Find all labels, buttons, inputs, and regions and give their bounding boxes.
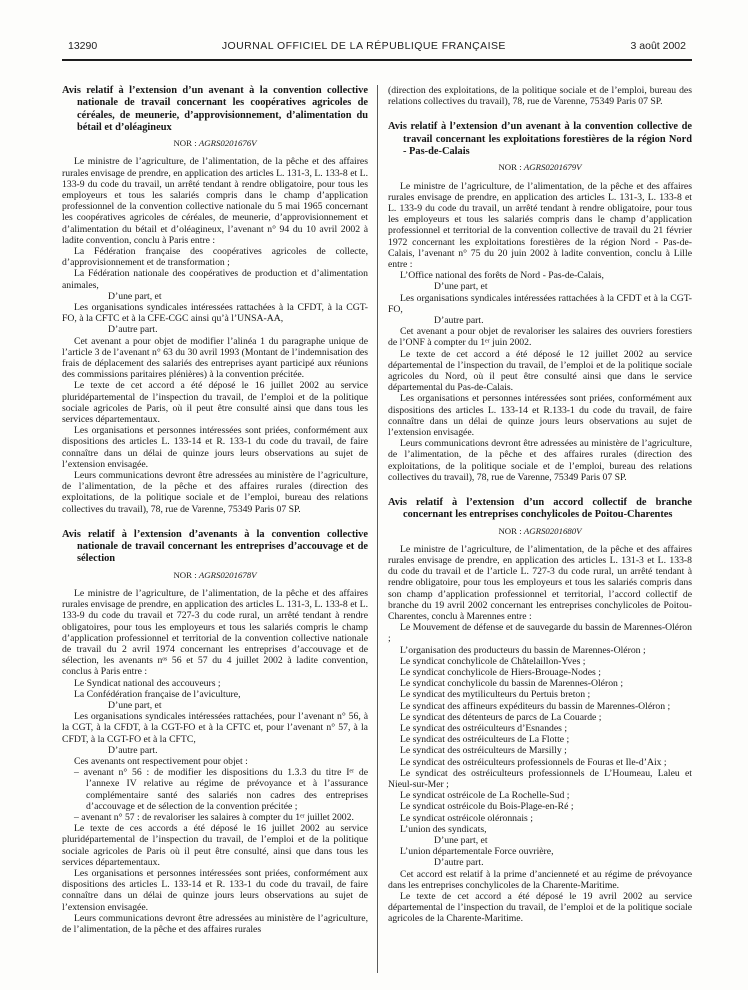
paragraph: Les organisations syndicales intéressées rattachées, pour l’avenant n° 56, à la CGT, à la CFDT, à la CGT-FO et à la CFTC et, pour l’avenant n° 57, à la CFDT, à la CGT-FO et à la CFTC, — [62, 711, 368, 745]
paragraph: Le syndicat ostréicole de La Rochelle-Sud ; — [400, 790, 570, 802]
paragraph: Le syndicat des ostréiculteurs professionnels de Fouras et Ile-d’Aix ; — [400, 756, 667, 768]
paragraph: Le syndicat conchylicole du bassin de Marennes-Oléron ; — [400, 678, 624, 690]
paragraph: Le ministre de l’agriculture, de l’alimentation, de la pêche et des affaires rurales envisage de prendre, en application des articles L. 131-3, L. 133-8 et L. 133-9 du code du travail, un arrêté tendant à rendre obligatoire, pour tous les employeurs et tous les salariés compris dans le champ d’application professionnel de la convention collective nationale du 5 mai 1965 concernant les coopératives agricoles de céréales, de meunerie, d’approvisionnement et d’alimentation du bétail et d’oléagineux, l’avenant n° 94 du 10 avril 2002 à ladite convention, conclu à Paris entre : — [62, 156, 368, 246]
party-designation: D’autre part. — [108, 324, 158, 336]
paragraph: Cet accord est relatif à la prime d’ancienneté et au régime de prévoyance dans les entreprises conchylicoles de la Charente-Maritime. — [388, 868, 692, 891]
page-content — [62, 85, 692, 973]
party-designation: D’autre part. — [434, 857, 484, 869]
paragraph: Le syndicat conchylicole de Hiers-Brouage-Nodes ; — [400, 667, 601, 679]
page-number: 13290 — [68, 40, 98, 52]
party-designation: D’autre part. — [434, 314, 484, 326]
paragraph: Le texte de cet accord a été déposé le 12 juillet 2002 au service départemental de l’inspection du travail, de l’emploi et de la politique sociale agricoles du Nord, où il peut être consulté ainsi que dans le service départemental du Pas-de-Calais. — [388, 348, 692, 394]
nor-label: NOR : — [173, 138, 199, 149]
paragraph: Le syndicat des ostréiculteurs d’Esnandes ; — [400, 723, 568, 735]
paragraph: Le ministre de l’agriculture, de l’alimentation, de la pêche et des affaires rurales envisage de prendre, en application des articles L. 131-3 et L. 133-8 du code du travail et de l’article L. 727-3 du code rural, un arrêté tendant à rendre obligatoire, pour tous les employeurs et tous les salariés compris dans son champ d’application professionnel et territorial, l’accord collectif de branche du 19 avril 2002 concernant les entreprises conchylicoles de Poitou-Charentes, conclu à Marennes entre : — [388, 543, 692, 622]
notice-heading: Avis relatif à l’extension d’un avenant à la convention collective nationale de travail concernant les coopératives agricoles de céréales, de meunerie, d’approvisionnement, d’alimentation du bétail et d’oléagineux — [62, 85, 368, 133]
paragraph: Les organisations syndicales intéressées rattachées à la CFDT, à la CGT-FO, à la CFTC et à la CFE-CGC ainsi qu’à l’UNSA-AA, — [62, 302, 368, 325]
nor-line — [62, 570, 368, 581]
paragraph: La Fédération française des coopératives agricoles de collecte, d’approvisionnement et de transformation ; — [62, 246, 368, 269]
notice-heading: Avis relatif à l’extension d’un accord collectif de branche concernant les entreprises conchylicoles de Poitou-Charentes — [388, 496, 692, 521]
notice-heading: Avis relatif à l’extension d’un avenant à la convention collective de travail concernant les exploitations forestières de la région Nord - Pas-de-Calais — [388, 121, 692, 157]
list-item: – avenant n° 56 : de modifier les dispositions du 1.3.3 du titre Iᵉʳ de l’annexe IV relative au régime de prévoyance et à l’assurance complémentaire santé des salariés non cadres des entreprises d’accouvage et de sélection de la convention précitée ; — [74, 767, 368, 812]
paragraph: Le syndicat des ostréiculteurs de Marsilly ; — [400, 745, 567, 757]
paragraph: Le texte de cet accord a été déposé le 19 avril 2002 au service départemental de l’inspection du travail, de l’emploi et de la politique sociale agricoles de la Charente-Maritime. — [388, 891, 692, 925]
paragraph: Le ministre de l’agriculture, de l’alimentation, de la pêche et des affaires rurales envisage de prendre, en application des articles L. 131-3, L. 133-8 et L. 133-9 du code du travail et 727-3 du code rural, un arrêté tendant à rendre obligatoires, pour tous les employeurs et tous les salariés compris le champ d’application professionnel et territorial de la convention collective nationale de travail du 2 avril 1974 concernant les entreprises d’accouvage et de sélection, les avenants nᵒˢ 56 et 57 du 4 juillet 2002 à ladite convention, conclus à Paris entre : — [62, 587, 368, 678]
paragraph: La Confédération française de l’aviculture, — [74, 688, 241, 700]
notice-heading: Avis relatif à l’extension d’avenants à la convention collective nationale de travail concernant les entreprises d’accouvage et de sélection — [62, 528, 368, 565]
paragraph: L’organisation des producteurs du bassin de Marennes-Oléron ; — [400, 644, 646, 656]
paragraph: Le syndicat des détenteurs de parcs de La Couarde ; — [400, 711, 602, 723]
paragraph: La Fédération nationale des coopératives de production et d’alimentation animales, — [62, 268, 368, 291]
paragraph: Les organisations syndicales intéressées rattachées à la CFDT et à la CGT-FO, — [388, 292, 692, 315]
nor-code: AGRS0201678V — [198, 569, 257, 580]
page-header — [62, 40, 692, 52]
paragraph: Les organisations et personnes intéressées sont priées, conformément aux dispositions des articles L. 133-14 et R. 133-1 du code du travail, de faire connaître dans un délai de quinze jours leurs observations au sujet de l’extension envisagée. — [62, 868, 368, 913]
paragraph: Le syndicat des ostréiculteurs professionnels de L’Houmeau, Laleu et Nieul-sur-Mer ; — [388, 767, 692, 791]
paragraph: Les organisations et personnes intéressées sont priées, conformément aux dispositions des articles L. 133-14 et R. 133-1 du code du travail, de faire connaître dans un délai de quinze jours leurs observations au sujet de l’extension envisagée. — [62, 425, 368, 470]
nor-code: AGRS0201676V — [198, 138, 257, 149]
paragraph: Le syndicat des mytiliculteurs du Pertuis breton ; — [400, 689, 591, 701]
nor-label: NOR : — [498, 525, 524, 536]
nor-line — [62, 138, 368, 149]
party-designation: D’une part, et — [434, 835, 488, 847]
paragraph: Le texte de ces accords a été déposé le 16 juillet 2002 au service pluridépartemental de l’inspection du travail, de l’emploi et de la politique sociale agricoles de Paris où il peut être consulté, ainsi que dans tous les services départementaux. — [62, 823, 368, 868]
paragraph: Leurs communications devront être adressées au ministère de l’agriculture, de l’alimentation, de la pêche et des affaires rurales (direction des exploitations, de la politique sociale et de l’emploi, bureau des relations collectives du travail), 78, rue de Varenne, 75349 Paris 07 SP. — [62, 470, 368, 515]
paragraph: Le ministre de l’agriculture, de l’alimentation, de la pêche et des affaires rurales envisage de prendre, en application des articles L. 131-3, L. 133-8 et L. 133-9 du code du travail, un arrêté tendant à rendre obligatoire, pour tous les employeurs et tous les salariés compris dans le champ d’application professionnel et territorial de la convention collective de travail du 21 février 1972 concernant les exploitations forestières de la région Nord - Pas-de-Calais, l’avenant n° 75 du 20 juin 2002 à ladite convention, conclu à Lille entre : — [388, 180, 692, 270]
paragraph: Les organisations et personnes intéressées sont priées, conformément aux dispositions des articles L. 133-14 et R.133-1 du code du travail, de faire connaître dans un délai de quinze jours leurs observations au sujet de l’extension envisagée. — [388, 393, 692, 438]
paragraph: Cet avenant a pour objet de revaloriser les salaires des ouvriers forestiers de l’ONF à compter du 1ᵉʳ juin 2002. — [388, 326, 692, 349]
paragraph: Le Syndicat national des accouveurs ; — [74, 677, 221, 689]
list-item: – avenant n° 57 : de revaloriser les salaires à compter du 1ᵉʳ juillet 2002. — [74, 812, 354, 824]
paragraph: L’union des syndicats, — [400, 823, 487, 835]
nor-code: AGRS0201679V — [523, 162, 582, 173]
paragraph: Ces avenants ont respectivement pour objet : — [74, 756, 248, 768]
paragraph: Leurs communications devront être adressées au ministère de l’agriculture, de l’alimentation, de la pêche et des affaires rurales (direction des exploitations, de la politique sociale et de l’emploi, bureau des relations collectives du travail), 78, rue de Varenne, 75349 Paris 07 SP. — [388, 438, 692, 483]
paragraph: L’Office national des forêts de Nord - Pas-de-Calais, — [400, 270, 604, 282]
paragraph: Leurs communications devront être adressées au ministère de l’agriculture, de l’alimentation, de la pêche et des affaires rurales — [62, 912, 368, 936]
nor-label: NOR : — [498, 162, 524, 173]
right-column — [377, 85, 692, 973]
nor-line — [388, 162, 692, 173]
paragraph: Le syndicat conchylicole de Châtelaillon-Yves ; — [400, 655, 586, 667]
paragraph: Cet avenant a pour objet de modifier l’alinéa 1 du paragraphe unique de l’article 3 de l’avenant n° 63 du 30 avril 1993 (Montant de l’indemnisation des frais de déplacement des salariés des entreprises ayant participé aux réunions des commissions paritaires plénières) à la convention précitée. — [62, 335, 368, 381]
nor-line — [388, 526, 692, 537]
paragraph-continuation: (direction des exploitations, de la politique sociale et de l’emploi, bureau des relations collectives du travail), 78, rue de Varenne, 75349 Paris 07 SP. — [388, 85, 692, 108]
party-designation: D’une part, et — [108, 700, 162, 712]
journal-title: JOURNAL OFFICIEL DE LA RÉPUBLIQUE FRANÇAISE — [221, 40, 506, 52]
paragraph: Le texte de cet accord a été déposé le 16 juillet 2002 au service pluridépartemental de l’inspection du travail, de l’emploi et de la politique sociale agricoles de Paris, où il peut être consulté ainsi que dans tous les services départementaux. — [62, 380, 368, 426]
paragraph: Le syndicat ostréicole du Bois-Plage-en-Ré ; — [400, 801, 574, 813]
paragraph: Le syndicat des ostréiculteurs de La Flotte ; — [400, 734, 570, 746]
issue-date: 3 août 2002 — [630, 40, 686, 52]
paragraph: Le syndicat ostréicole oléronnais ; — [400, 812, 533, 824]
header-rule — [62, 59, 692, 61]
left-column — [62, 85, 377, 973]
party-designation: D’une part, et — [108, 290, 162, 302]
nor-label: NOR : — [173, 569, 199, 580]
paragraph: Le syndicat des affineurs expéditeurs du bassin de Marennes-Oléron ; — [400, 700, 671, 712]
paragraph: Le Mouvement de défense et de sauvegarde du bassin de Marennes-Oléron ; — [388, 622, 692, 645]
nor-code: AGRS0201680V — [523, 525, 582, 536]
party-designation: D’une part, et — [434, 281, 488, 293]
paragraph: L’union départementale Force ouvrière, — [400, 846, 554, 858]
party-designation: D’autre part. — [108, 744, 158, 756]
